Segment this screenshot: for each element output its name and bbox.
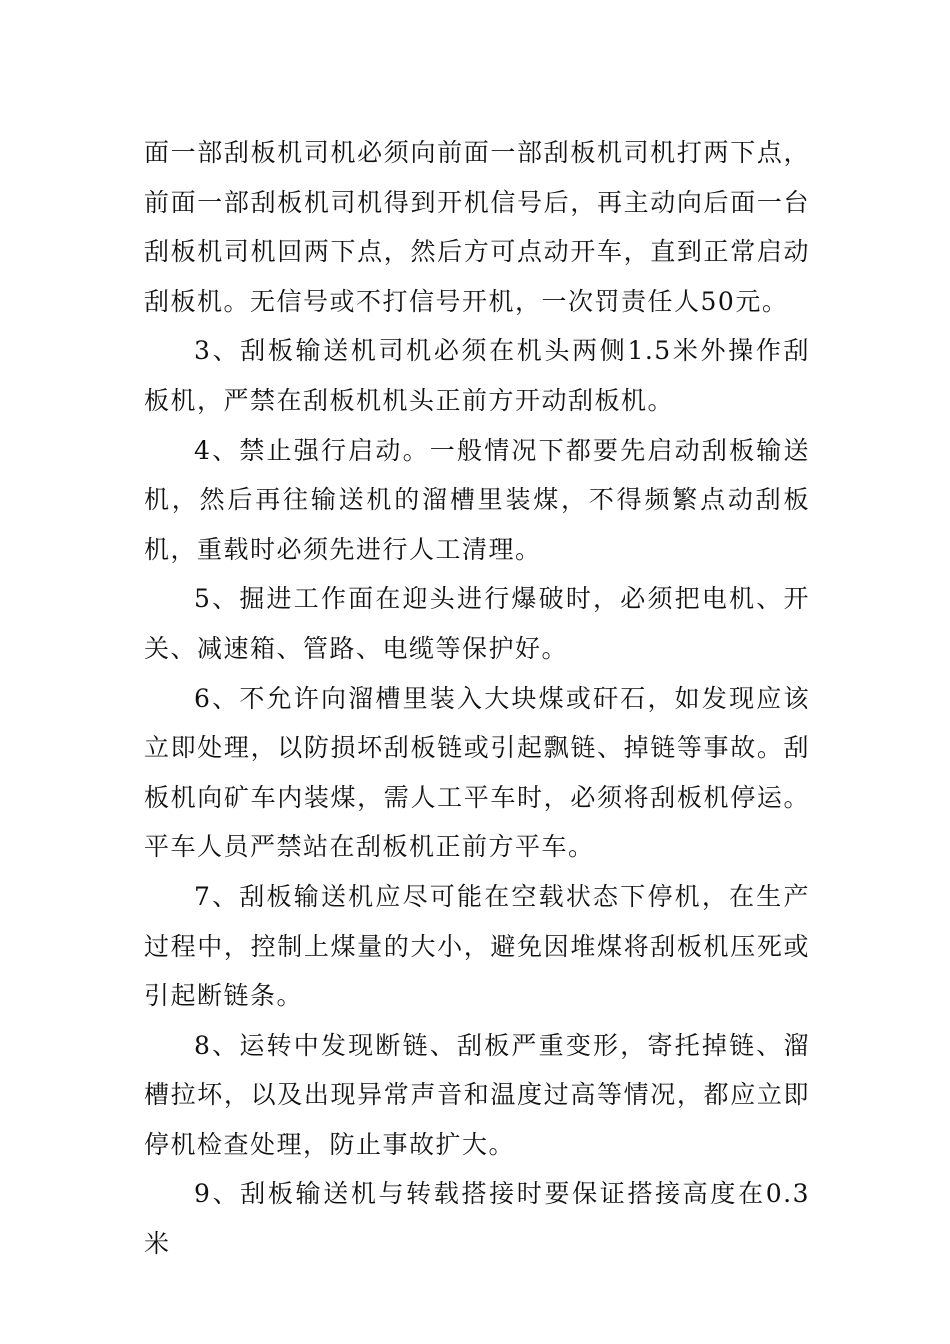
paragraph-item-8: 8、运转中发现断链、刮板严重变形，寄托掉链、溜槽拉坏，以及出现异常声音和温度过高等情况，都应立即停机检查处理，防止事故扩大。 xyxy=(144,1030,810,1159)
paragraph-item-6: 6、不允许向溜槽里装入大块煤或矸石，如发现应该立即处理，以防损坏刮板链或引起飘链、掉链等事故。刮板机向矿车内装煤，需人工平车时，必须将刮板机停运。平车人员严禁站在刮板机正前方平车。 xyxy=(144,683,810,862)
paragraph-item-3: 3、刮板输送机司机必须在机头两侧1.5米外操作刮板机，严禁在刮板机机头正前方开动刮板机。 xyxy=(144,336,810,415)
paragraph-item-5: 5、掘进工作面在迎头进行爆破时，必须把电机、开关、减速箱、管路、电缆等保护好。 xyxy=(144,584,810,663)
paragraph-item-7: 7、刮板输送机应尽可能在空载状态下停机，在生产过程中，控制上煤量的大小，避免因堆煤将刮板机压死或引起断链条。 xyxy=(144,881,810,1011)
paragraph-item-4: 4、禁止强行启动。一般情况下都要先启动刮板输送机，然后再往输送机的溜槽里装煤，不得频繁点动刮板机，重载时必须先进行人工清理。 xyxy=(144,435,810,564)
paragraph-continuation: 面一部刮板机司机必须向前面一部刮板机司机打两下点，前面一部刮板机司机得到开机信号后，再主动向后面一台刮板机司机回两下点，然后方可点动开车，直到正常启动刮板机。无信号或不打信号开机，一次罚责任人50元。 xyxy=(144,138,810,316)
paragraph-item-9: 9、刮板输送机与转载搭接时要保证搭接高度在0.3米 xyxy=(144,1179,810,1259)
document-body xyxy=(144,128,810,1269)
